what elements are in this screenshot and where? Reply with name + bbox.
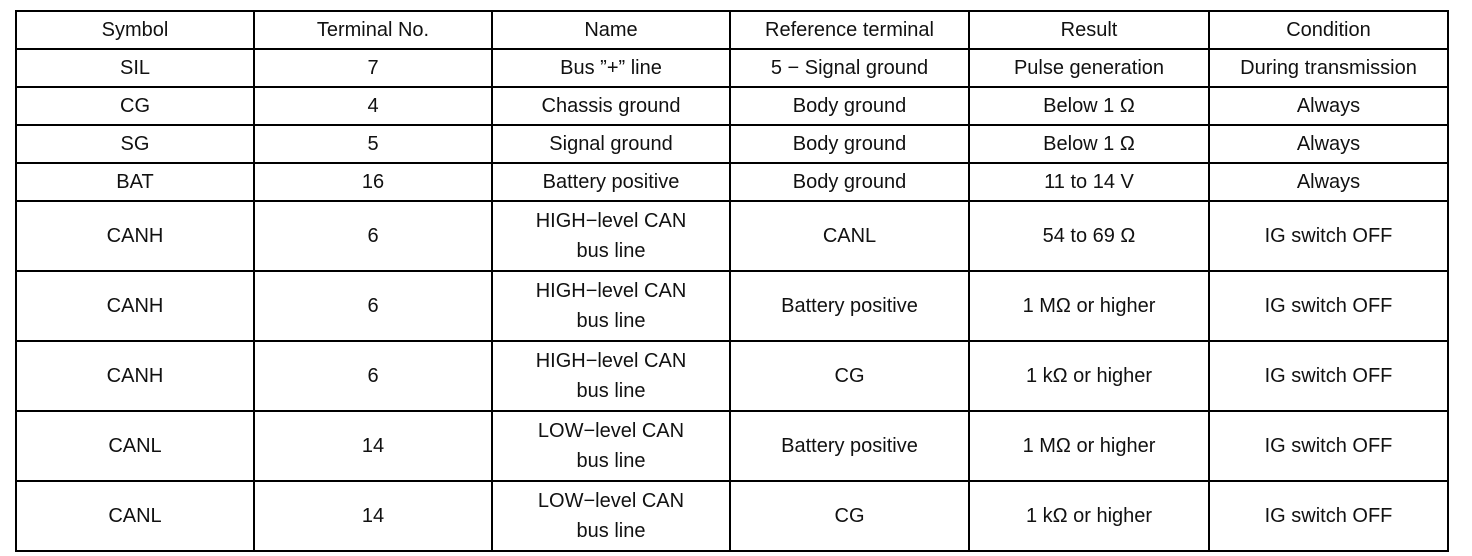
cell-condition: IG switch OFF bbox=[1209, 341, 1448, 411]
name-line1: Battery positive bbox=[542, 171, 680, 193]
header-condition: Condition bbox=[1209, 11, 1448, 49]
cell-reference: 5 − Signal ground bbox=[730, 49, 969, 87]
cell-symbol: SG bbox=[16, 125, 254, 163]
cell-result: Below 1 Ω bbox=[969, 87, 1209, 125]
cell-name bbox=[492, 87, 730, 125]
cell-condition: IG switch OFF bbox=[1209, 271, 1448, 341]
cell-name bbox=[492, 125, 730, 163]
header-reference-terminal: Reference terminal bbox=[730, 11, 969, 49]
header-name: Name bbox=[492, 11, 730, 49]
cell-result: 54 to 69 Ω bbox=[969, 201, 1209, 271]
header-symbol: Symbol bbox=[16, 11, 254, 49]
cell-reference: Body ground bbox=[730, 87, 969, 125]
name-line2: bus line bbox=[576, 520, 646, 542]
name-line1: HIGH−level CAN bbox=[535, 210, 687, 232]
cell-result: 1 MΩ or higher bbox=[969, 411, 1209, 481]
cell-condition: IG switch OFF bbox=[1209, 481, 1448, 551]
cell-symbol: CG bbox=[16, 87, 254, 125]
cell-symbol: BAT bbox=[16, 163, 254, 201]
cell-result: 1 kΩ or higher bbox=[969, 341, 1209, 411]
cell-terminal: 6 bbox=[254, 341, 492, 411]
cell-result: Below 1 Ω bbox=[969, 125, 1209, 163]
cell-terminal: 6 bbox=[254, 271, 492, 341]
cell-condition: During transmission bbox=[1209, 49, 1448, 87]
cell-name bbox=[492, 341, 730, 411]
cell-result: Pulse generation bbox=[969, 49, 1209, 87]
terminal-table bbox=[15, 10, 1449, 552]
cell-name bbox=[492, 481, 730, 551]
name-line1: Signal ground bbox=[549, 133, 673, 155]
terminal-table-container bbox=[15, 10, 1447, 552]
table-row bbox=[16, 163, 1448, 201]
name-line1: Chassis ground bbox=[541, 95, 681, 117]
cell-name bbox=[492, 201, 730, 271]
table-row bbox=[16, 271, 1448, 341]
name-line1: HIGH−level CAN bbox=[535, 280, 687, 302]
cell-name bbox=[492, 271, 730, 341]
cell-terminal: 16 bbox=[254, 163, 492, 201]
table-row bbox=[16, 87, 1448, 125]
cell-terminal: 14 bbox=[254, 411, 492, 481]
cell-name bbox=[492, 49, 730, 87]
name-line2: bus line bbox=[576, 380, 646, 402]
table-row bbox=[16, 125, 1448, 163]
table-row bbox=[16, 201, 1448, 271]
cell-reference: Body ground bbox=[730, 163, 969, 201]
cell-condition: Always bbox=[1209, 163, 1448, 201]
cell-reference: Battery positive bbox=[730, 271, 969, 341]
cell-result: 1 kΩ or higher bbox=[969, 481, 1209, 551]
name-line1: HIGH−level CAN bbox=[535, 350, 687, 372]
cell-reference: Battery positive bbox=[730, 411, 969, 481]
cell-result: 1 MΩ or higher bbox=[969, 271, 1209, 341]
header-row bbox=[16, 11, 1448, 49]
name-line2: bus line bbox=[576, 310, 646, 332]
cell-symbol: CANL bbox=[16, 411, 254, 481]
cell-reference: Body ground bbox=[730, 125, 969, 163]
cell-symbol: CANH bbox=[16, 201, 254, 271]
cell-condition: Always bbox=[1209, 125, 1448, 163]
cell-terminal: 5 bbox=[254, 125, 492, 163]
header-result: Result bbox=[969, 11, 1209, 49]
name-line1: LOW−level CAN bbox=[537, 420, 685, 442]
cell-terminal: 4 bbox=[254, 87, 492, 125]
name-line2: bus line bbox=[576, 240, 646, 262]
cell-name bbox=[492, 163, 730, 201]
cell-reference: CANL bbox=[730, 201, 969, 271]
cell-symbol: CANH bbox=[16, 341, 254, 411]
cell-terminal: 14 bbox=[254, 481, 492, 551]
name-line1: Bus ”+” line bbox=[560, 57, 662, 79]
name-line2: bus line bbox=[576, 450, 646, 472]
cell-condition: Always bbox=[1209, 87, 1448, 125]
cell-result: 11 to 14 V bbox=[969, 163, 1209, 201]
cell-symbol: CANH bbox=[16, 271, 254, 341]
table-row bbox=[16, 481, 1448, 551]
name-line1: LOW−level CAN bbox=[537, 490, 685, 512]
cell-symbol: SIL bbox=[16, 49, 254, 87]
cell-condition: IG switch OFF bbox=[1209, 411, 1448, 481]
table-row bbox=[16, 411, 1448, 481]
cell-terminal: 7 bbox=[254, 49, 492, 87]
table-row bbox=[16, 341, 1448, 411]
header-terminal-no: Terminal No. bbox=[254, 11, 492, 49]
cell-reference: CG bbox=[730, 481, 969, 551]
cell-condition: IG switch OFF bbox=[1209, 201, 1448, 271]
cell-name bbox=[492, 411, 730, 481]
cell-symbol: CANL bbox=[16, 481, 254, 551]
table-row bbox=[16, 49, 1448, 87]
cell-reference: CG bbox=[730, 341, 969, 411]
cell-terminal: 6 bbox=[254, 201, 492, 271]
